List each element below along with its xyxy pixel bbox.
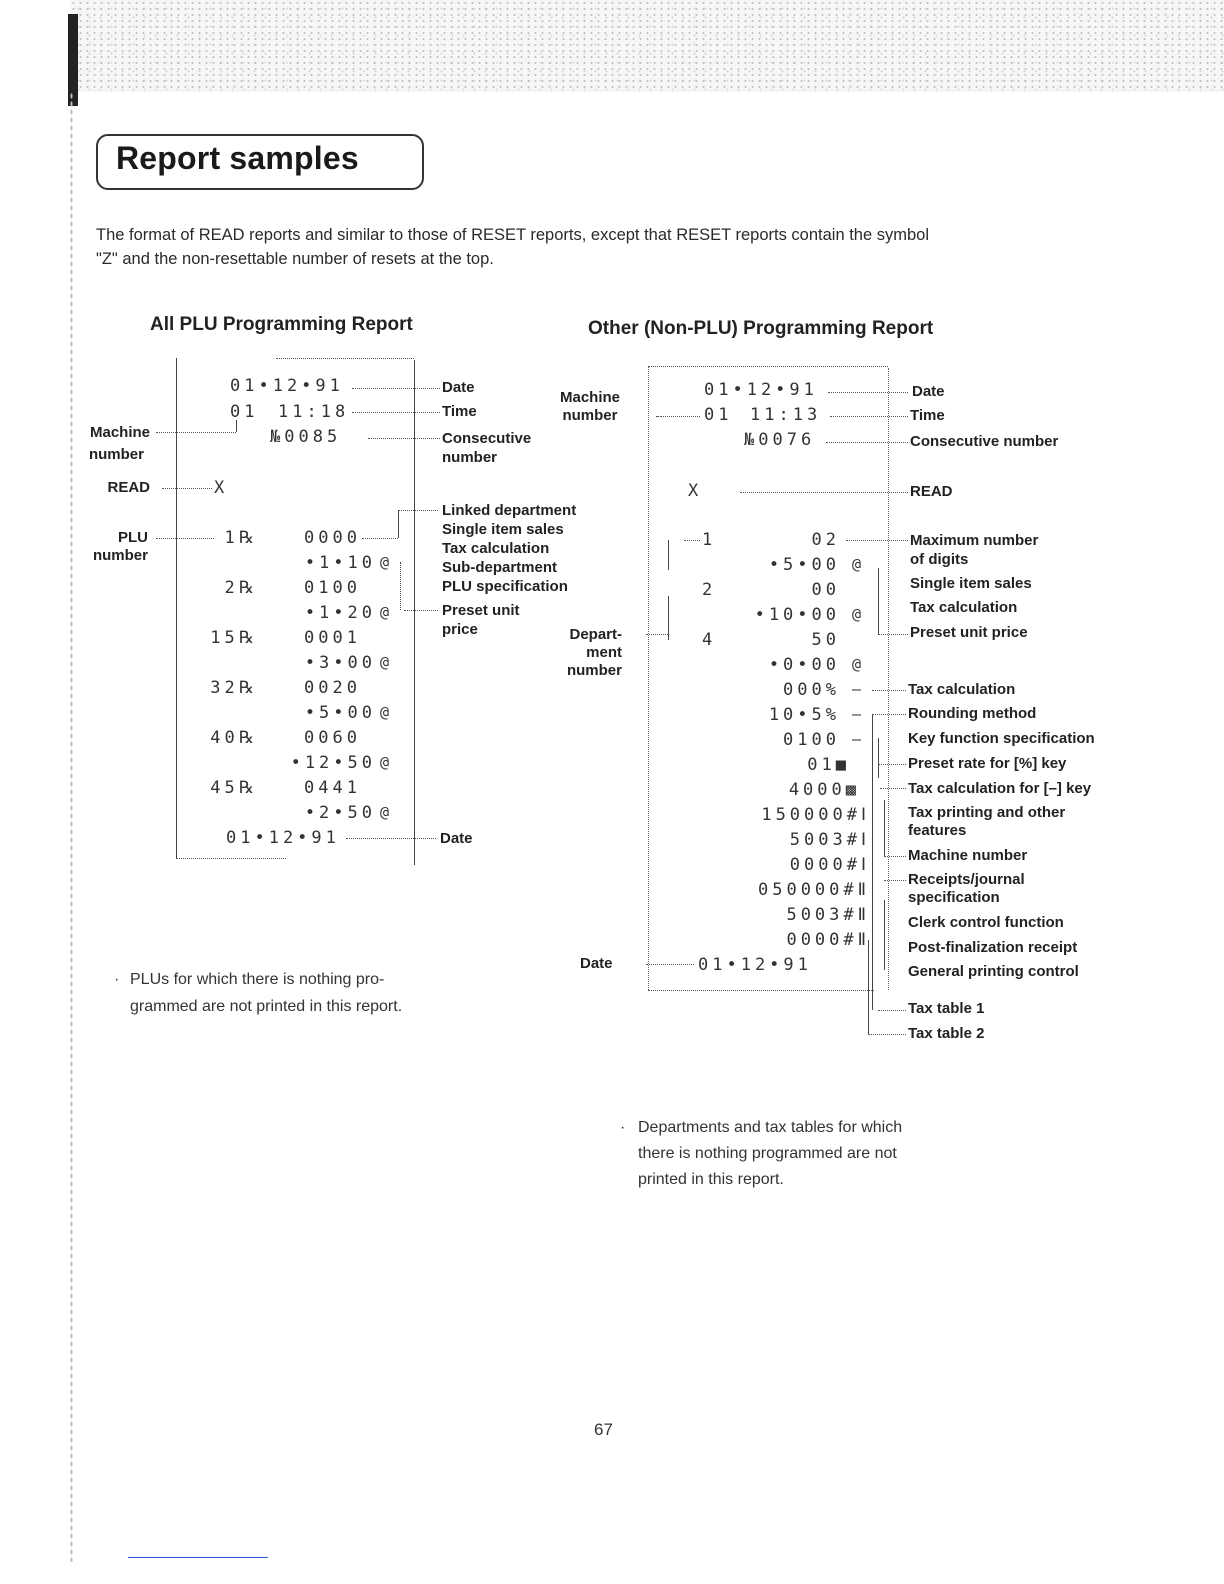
other-label-machine: Machine [559, 389, 620, 406]
plu-report-heading: All PLU Programming Report [150, 314, 413, 335]
other-note-line-3: printed in this report. [638, 1171, 784, 1188]
plu-row-at: @ [380, 753, 394, 771]
other-receipt-consecutive: №0076 [744, 430, 816, 450]
plu-label-linked-dept: Linked department [442, 502, 577, 519]
other-label-read: READ [910, 483, 953, 500]
plu-row-price: •1•10 [304, 553, 376, 573]
plu-row-spec: 0000 [304, 528, 361, 548]
other-label-tax-calc: Tax calculation [908, 681, 1016, 698]
intro-line-1: The format of READ reports and similar to those of RESET reports, except that RESET reports contain the symbol [96, 226, 930, 244]
other-label-receipts-journal: specification [908, 889, 1000, 906]
dept-at: @ [852, 605, 866, 623]
plu-label-consecutive: Consecutive [442, 430, 532, 447]
plu-note-bullet: · [114, 971, 120, 988]
plu-label-machine: Machine [89, 424, 150, 441]
plu-row-number: 2℞ [224, 578, 258, 598]
other-receipt-mode: X [688, 481, 703, 501]
dept-price: •0•00 [768, 655, 840, 675]
other-report-heading: Other (Non-PLU) Programming Report [588, 318, 934, 339]
plu-row-price: •12•50 [290, 753, 376, 773]
other-label-max-digits: of digits [910, 551, 969, 568]
other-label-dept: ment [586, 644, 622, 661]
plu-note-line-2: grammed are not printed in this report. [130, 998, 403, 1015]
plu-note-line-1: PLUs for which there is nothing pro- [130, 971, 385, 988]
plu-label-plu-spec: PLU specification [442, 578, 568, 595]
other-label-post-finalization: Post-finalization receipt [908, 939, 1078, 956]
scan-edge [70, 92, 73, 1562]
header-decoration [70, 0, 1224, 92]
dept-price: •5•00 [768, 555, 840, 575]
other-label-tax-table-1: Tax table 1 [908, 1000, 985, 1017]
plu-label-end-date: Date [440, 830, 473, 847]
other-note-bullet: · [620, 1119, 626, 1136]
other-label-key-function: Key function specification [908, 730, 1095, 747]
dept-number: 2 [702, 580, 717, 600]
plu-label-time: Time [442, 403, 477, 420]
setting-value: 000% [783, 680, 840, 700]
plu-row-price: •1•20 [304, 603, 376, 623]
setting-value: 0000#Ⅱ [786, 930, 870, 950]
other-label-tax-calc: Tax calculation [910, 599, 1018, 616]
other-label-consecutive: Consecutive number [910, 433, 1059, 450]
plu-row-price: •5•00 [304, 703, 376, 723]
other-label-tax-printing: Tax printing and other [908, 804, 1066, 821]
setting-value: 4000▩ [788, 780, 860, 800]
setting-value: 0100 [783, 730, 840, 750]
other-label-receipts-journal: Receipts/journal [908, 871, 1025, 888]
setting-value: 10•5% [768, 705, 840, 725]
other-label-dept: number [566, 662, 622, 679]
dept-number: 1 [702, 530, 717, 550]
dept-at: @ [852, 555, 866, 573]
other-label-tax-printing: features [908, 822, 967, 839]
other-label-end-date: Date [580, 955, 613, 972]
plu-label-consecutive: number [442, 449, 498, 466]
setting-value: 01■ [807, 755, 850, 775]
other-label-tax-table-2: Tax table 2 [908, 1025, 985, 1042]
plu-label-preset: Preset unit [442, 602, 520, 619]
setting-value: 5003#Ⅰ [789, 830, 870, 850]
plu-receipt-consecutive: №0085 [270, 427, 342, 447]
dept-digits: 50 [811, 630, 840, 650]
other-label-dept: Depart- [569, 626, 622, 643]
other-label-clerk-control: Clerk control function [908, 914, 1064, 931]
plu-receipt-time: 11:18 [278, 402, 350, 422]
other-receipt-end-date: 01•12•91 [698, 955, 812, 975]
other-label-date: Date [912, 383, 945, 400]
plu-label-read: READ [107, 479, 150, 496]
setting-value: 5003#Ⅱ [786, 905, 870, 925]
other-receipt-time: 11:13 [750, 405, 822, 425]
other-receipt-machine: 01 [704, 405, 733, 425]
plu-row-at: @ [380, 603, 394, 621]
plu-receipt-mode: X [214, 478, 229, 498]
plu-label-single-item: Single item sales [442, 521, 564, 538]
setting-mark: – [852, 730, 866, 748]
other-receipt-date: 01•12•91 [704, 380, 818, 400]
plu-row-spec: 0100 [304, 578, 361, 598]
plu-row-spec: 0020 [304, 678, 361, 698]
other-label-preset-rate: Preset rate for [%] key [908, 755, 1067, 772]
page-title: Report samples [116, 140, 359, 176]
plu-receipt-date: 01•12•91 [230, 376, 344, 396]
plu-row-at: @ [380, 553, 394, 571]
plu-row-spec: 0001 [304, 628, 361, 648]
plu-row-price: •2•50 [304, 803, 376, 823]
intro-line-2: "Z" and the non-resettable number of resets at the top. [96, 250, 494, 268]
plu-label-sub-dept: Sub-department [442, 559, 558, 576]
plu-label-preset: price [442, 621, 478, 638]
setting-value: 0000#Ⅰ [789, 855, 870, 875]
setting-mark: – [852, 680, 866, 698]
plu-row-spec: 0441 [304, 778, 361, 798]
plu-row-number: 15℞ [210, 628, 258, 648]
other-label-rounding: Rounding method [908, 705, 1037, 722]
plu-row-number: 40℞ [210, 728, 258, 748]
plu-label-plu: PLU [118, 529, 148, 546]
other-note-line-1: Departments and tax tables for which [638, 1119, 903, 1136]
plu-label-machine: number [88, 446, 144, 463]
dept-number: 4 [702, 630, 717, 650]
plu-row-spec: 0060 [304, 728, 361, 748]
plu-label-tax-calc: Tax calculation [442, 540, 550, 557]
dept-digits: 02 [811, 530, 840, 550]
plu-receipt-end-date: 01•12•91 [226, 828, 340, 848]
dept-digits: 00 [811, 580, 840, 600]
setting-value: 050000#Ⅱ [757, 880, 870, 900]
plu-row-number: 1℞ [224, 528, 258, 548]
page-number: 67 [594, 1420, 613, 1439]
other-label-single-item: Single item sales [910, 575, 1032, 592]
plu-row-number: 32℞ [210, 678, 258, 698]
other-note-line-2: there is nothing programmed are not [638, 1145, 897, 1162]
plu-row-number: 45℞ [210, 778, 258, 798]
plu-row-at: @ [380, 703, 394, 721]
other-label-max-digits: Maximum number [910, 532, 1039, 549]
dept-at: @ [852, 655, 866, 673]
plu-receipt-machine: 01 [230, 402, 259, 422]
plu-row-price: •3•00 [304, 653, 376, 673]
other-label-preset: Preset unit price [910, 624, 1028, 641]
dept-price: •10•00 [754, 605, 840, 625]
setting-mark: – [852, 705, 866, 723]
other-label-tax-minus: Tax calculation for [–] key [908, 780, 1092, 797]
plu-row-at: @ [380, 803, 394, 821]
setting-value: 150000#Ⅰ [761, 805, 870, 825]
other-label-time: Time [910, 407, 945, 424]
other-label-machine-number: Machine number [908, 847, 1028, 864]
plu-row-at: @ [380, 653, 394, 671]
other-label-general-printing: General printing control [908, 963, 1079, 980]
footer-rule [128, 1557, 268, 1558]
plu-label-date: Date [442, 379, 475, 396]
other-label-machine: number [562, 407, 618, 424]
plu-label-plu: number [92, 547, 148, 564]
